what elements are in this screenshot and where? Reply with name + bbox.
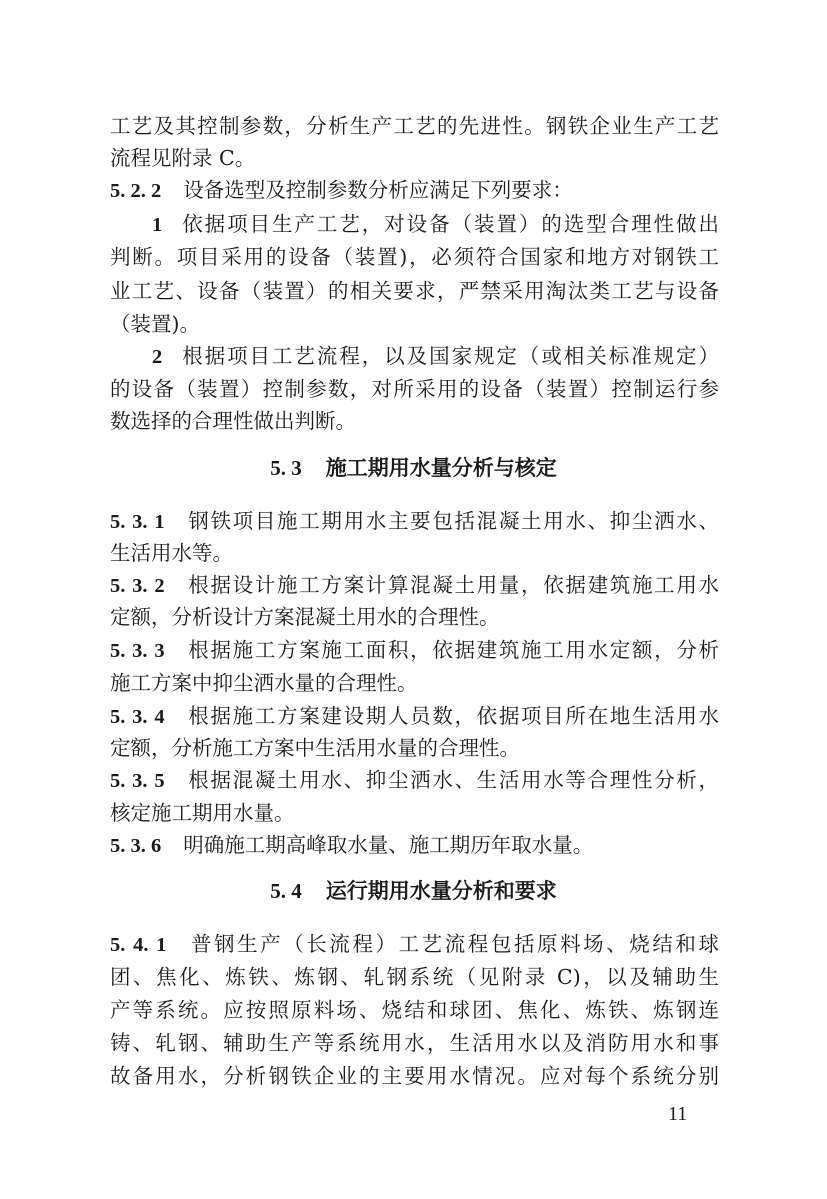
- document-page: 工艺及其控制参数，分析生产工艺的先进性。钢铁企业生产工艺 流程见附录 C。 5. 2. 2 设备选型及控制参数分析应满足下列要求： 1 依据项目生产工艺，对设备（装置）的选型合理性做出 判断。项目采用的设备（装置)，必须符合国家和地方对钢铁工 业工艺、设备（装置）的相关要求，严禁采用淘汰类工艺与设备 （装置)。 2 根据项目工艺流程，以及国家规定（或相关标准规定） 的设备（装置）控制参数，对所采用的设备（装置）控制运行参 数选择的合理性做出判断。 5. 3 施工期用水量分析与核定 5. 3. 1 钢铁项目施工期用水主要包括混凝土用水、抑尘洒水、 生活用水等。 5. 3. 2 根据设计施工方案计算混凝土用量，依据建筑施工用水 定额，分析设计方案混凝土用水的合理性。 5. 3. 3 根据施工方案施工面积，依据建筑施工用水定额，分析 施工方案中抑尘洒水量的合理性。 5. 3. 4 根据施工方案建设期人员数，依据项目所在地生活用水 定额，分析施工方案中生活用水量的合理性。 5. 3. 5 根据混凝土用水、抑尘洒水、生活用水等合理性分析， 核定施工期用水量。 5. 3. 6 明确施工期高峰取水量、施工期历年取水量。 5. 4 运行期用水量分析和要求 5. 4. 1 普钢生产（长流程）工艺流程包括原料场、烧结和球 团、焦化、炼铁、炼钢、轧钢系统（见附录 C)，以及辅助生 产等系统。应按照原料场、烧结和球团、焦化、炼铁、炼钢连 铸、轧钢、辅助生产等系统用水，生活用水以及消防用水和事 故备用水，分析钢铁企业的主要用水情况。应对每个系统分别 11: [0, 0, 827, 1199]
- page-number: 11: [668, 1103, 688, 1125]
- clause-number: 5. 3. 5: [110, 770, 165, 792]
- section-heading-5-4: 5. 4 运行期用水量分析和要求: [270, 879, 557, 903]
- clause-number: 5. 2. 2: [110, 180, 162, 202]
- clause-number: 5. 3. 6: [110, 835, 162, 857]
- clause-number: 5. 3. 1: [110, 511, 165, 533]
- item-number: 2: [152, 346, 163, 368]
- clause-number: 5. 3. 4: [110, 706, 165, 728]
- section-heading-5-3: 5. 3 施工期用水量分析与核定: [270, 456, 557, 480]
- clause-number: 5. 4. 1: [110, 934, 167, 956]
- item-number: 1: [152, 214, 163, 236]
- clause-number: 5. 3. 2: [110, 575, 165, 597]
- clause-number: 5. 3. 3: [110, 640, 165, 662]
